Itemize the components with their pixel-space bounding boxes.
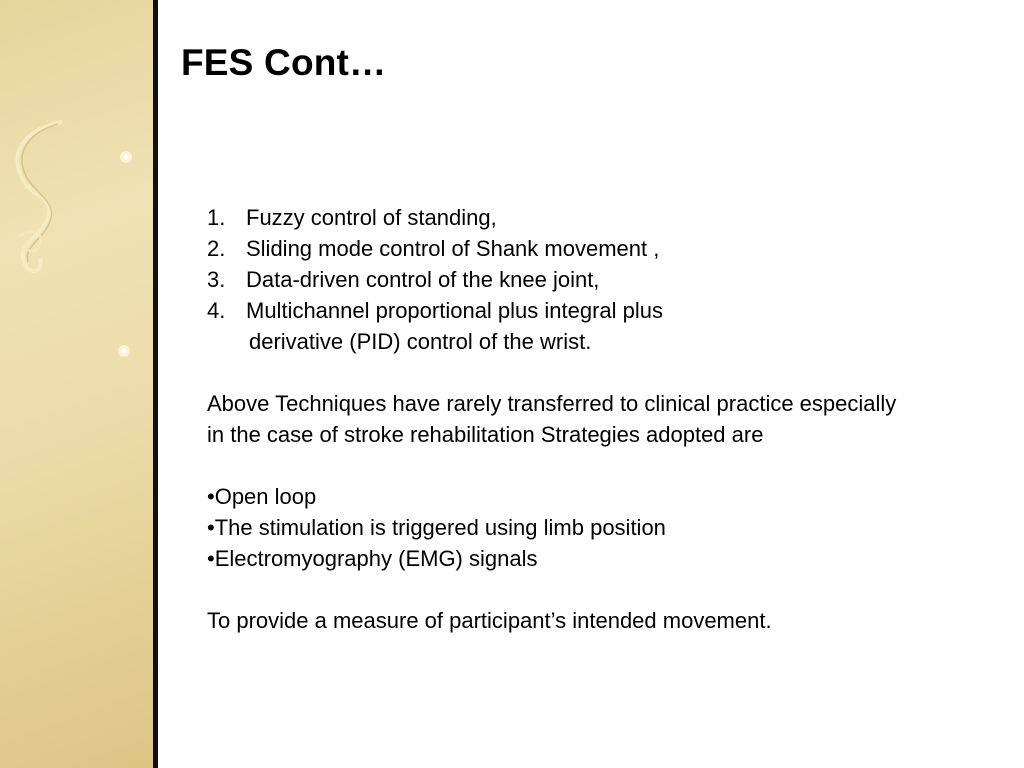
list-item-text: Fuzzy control of standing, xyxy=(246,205,497,230)
list-item-text: Data-driven control of the knee joint, xyxy=(246,267,600,292)
strategy-bullet-list xyxy=(207,481,1019,574)
list-item-number: 1. xyxy=(207,205,226,230)
blank-line xyxy=(207,357,1019,388)
ribbon-decoration-icon xyxy=(0,0,153,768)
technique-list xyxy=(207,202,1019,326)
decorative-side-panel xyxy=(0,0,153,768)
list-item-text: Sliding mode control of Shank movement , xyxy=(246,236,660,261)
closing-line: To provide a measure of participant’s intended movement. xyxy=(207,608,772,633)
slide-title: FES Cont… xyxy=(181,42,387,83)
list-item xyxy=(207,264,1019,295)
list-item xyxy=(207,295,1019,326)
list-item xyxy=(207,233,1019,264)
list-item xyxy=(207,202,1019,233)
blank-line xyxy=(207,450,1019,481)
bullet-item: •Open loop xyxy=(207,484,317,509)
list-item-number: 2. xyxy=(207,236,226,261)
vertical-divider xyxy=(153,0,158,768)
list-item-text: Multichannel proportional plus integral plus xyxy=(246,298,664,323)
blank-line xyxy=(207,574,1019,605)
paragraph-line: in the case of stroke rehabilitation Strategies adopted are xyxy=(207,422,764,447)
list-item-number: 4. xyxy=(207,298,226,323)
list-item-number: 3. xyxy=(207,267,226,292)
bullet-item: •The stimulation is triggered using limb position xyxy=(207,515,666,540)
paragraph-line: Above Techniques have rarely transferred to clinical practice especially xyxy=(207,391,897,416)
slide-content xyxy=(207,202,1019,636)
list-item-continuation: derivative (PID) control of the wrist. xyxy=(249,329,592,354)
bullet-item: •Electromyography (EMG) signals xyxy=(207,546,538,571)
